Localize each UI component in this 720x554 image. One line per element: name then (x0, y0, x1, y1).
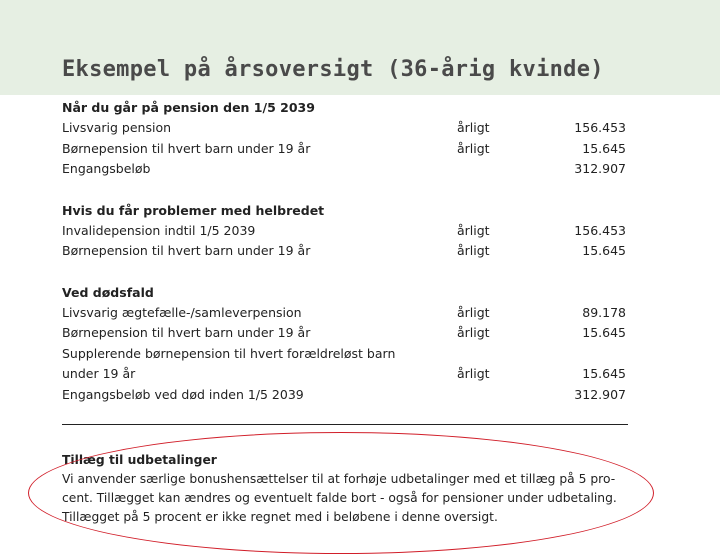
row-amount: 15.645 (582, 140, 626, 156)
row-label: Børnepension til hvert barn under 19 år (62, 140, 311, 156)
row-frequency: årligt (457, 366, 490, 381)
row-amount: 312.907 (574, 386, 626, 402)
table-row (62, 159, 628, 180)
row-label: Invalidepension indtil 1/5 2039 (62, 222, 256, 238)
section-heading: Hvis du får problemer med helbredet (62, 202, 325, 218)
row-label: Engangsbeløb ved død inden 1/5 2039 (62, 386, 304, 402)
row-frequency: årligt (457, 243, 490, 258)
table-row (62, 344, 628, 385)
note-title: Tillæg til udbetalinger (62, 453, 217, 467)
row-label: Livsvarig pension (62, 120, 172, 135)
table-row (62, 303, 628, 324)
row-frequency: årligt (457, 120, 490, 135)
table-row (62, 385, 628, 406)
table-row (62, 118, 628, 139)
annual-overview-table (62, 98, 628, 405)
row-amount: 15.645 (582, 325, 626, 340)
row-amount: 156.453 (574, 222, 626, 238)
highlight-ellipse (28, 432, 654, 554)
section-heading: Ved dødsfald (62, 284, 154, 300)
slide-title: Eksempel på årsoversigt (36-årig kvinde) (62, 57, 604, 82)
row-frequency: årligt (457, 222, 490, 238)
row-amount: 89.178 (582, 304, 626, 320)
row-label: Børnepension til hvert barn under 19 år (62, 243, 311, 258)
row-amount: 15.645 (582, 243, 626, 258)
row-label: Supplerende børnepension til hvert forældreløst barn under 19 år (62, 345, 396, 381)
row-label: Børnepension til hvert barn under 19 år (62, 325, 311, 340)
table-row (62, 323, 628, 344)
section-heading: Når du går på pension den 1/5 2039 (62, 100, 315, 115)
row-amount: 156.453 (574, 120, 626, 135)
table-row (62, 139, 628, 160)
section-divider (62, 424, 628, 425)
row-frequency: årligt (457, 304, 490, 320)
row-frequency: årligt (457, 325, 490, 340)
section-retirement (62, 98, 628, 180)
section-health (62, 201, 628, 262)
row-label: Livsvarig ægtefælle-/samleverpension (62, 304, 302, 320)
table-row (62, 241, 628, 262)
note-body: Vi anvender særlige bonushensættelser til at forhøje udbetalinger med et tillæg på 5 pro- cent. Tillægget kan ændres og eventuelt falde bort - også for pensioner under udbetaling. Tillægget på 5 procent er ikke regnet med i beløbene i denne oversigt. (62, 472, 617, 524)
row-frequency: årligt (457, 140, 490, 156)
table-row (62, 221, 628, 242)
row-amount: 15.645 (582, 366, 626, 381)
row-label: Engangsbeløb (62, 161, 151, 176)
section-death (62, 283, 628, 406)
row-amount: 312.907 (574, 161, 626, 176)
